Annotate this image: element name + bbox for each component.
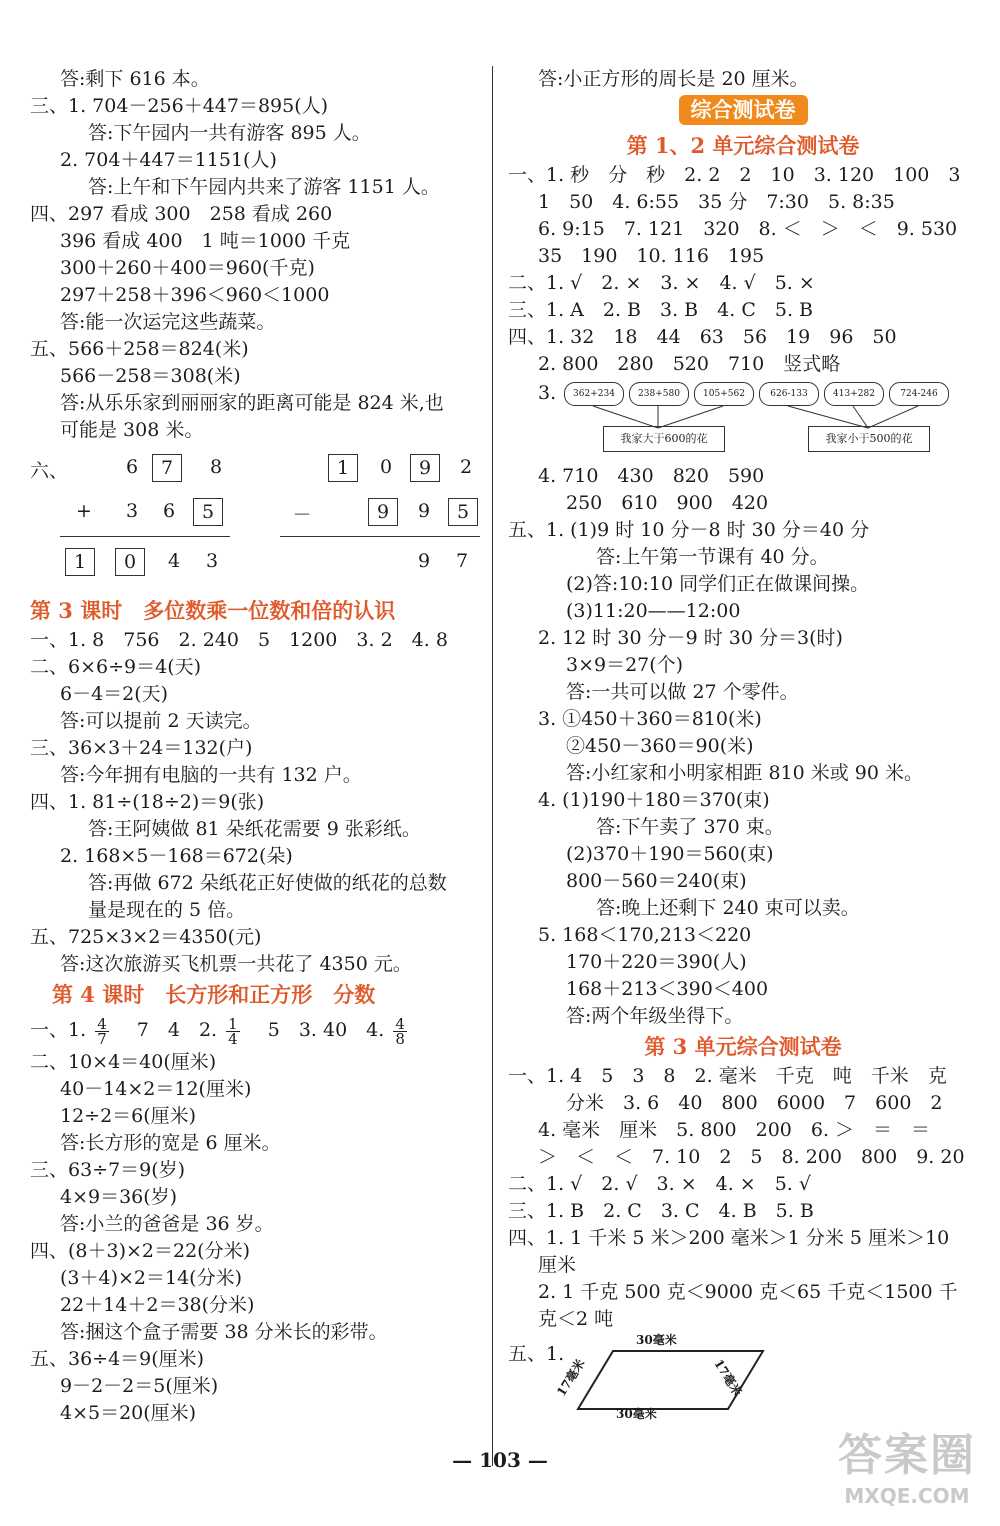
operator: +	[76, 500, 92, 522]
watermark	[832, 1428, 982, 1523]
text-line: 答:下午园内一共有游客 895 人。	[88, 122, 371, 144]
unit-heading: 第 3 单元综合测试卷	[644, 1034, 842, 1059]
text-line: 答:剩下 616 本。	[60, 68, 210, 90]
text-line: 250 610 900 420	[566, 492, 769, 514]
text-line: 答:两个年级坐得下。	[566, 1005, 744, 1027]
text-line: 三、36×3＋24＝132(户)	[30, 737, 253, 759]
expression-bubble: 362+234	[564, 382, 624, 406]
denominator: 7	[97, 1029, 107, 1048]
text-line: 6－4＝2(天)	[60, 683, 169, 705]
numerator: 4	[97, 1014, 107, 1033]
text-line: 2. 168×5－168＝672(朵)	[60, 845, 293, 867]
digit: 0	[379, 456, 393, 478]
bottom-side-label: 30毫米	[616, 1407, 657, 1421]
text-line: 答:小正方形的周长是 20 厘米。	[538, 68, 809, 90]
text-line: 5. 168＜170,213＜220	[538, 924, 752, 946]
digit: 3	[125, 500, 139, 522]
vertical-calculation	[30, 444, 485, 594]
text-line: 800－560＝240(束)	[566, 870, 747, 892]
text-line: 答:捆这个盒子需要 38 分米长的彩带。	[60, 1321, 388, 1343]
page-number: — 103 —	[452, 1448, 548, 1472]
fraction	[393, 1014, 407, 1048]
text-segment: 7 4 2.	[117, 1019, 218, 1041]
text-line: 答:今年拥有电脑的一共有 132 户。	[60, 764, 362, 786]
text-line: 2. 1 千克 500 克＜9000 克＜65 千克＜1500 千	[538, 1281, 958, 1303]
text-line: 2. 704＋447＝1151(人)	[60, 149, 277, 171]
item-label: 3.	[538, 382, 557, 404]
text-line: 一、1. 8 756 2. 240 5 1200 3. 2 4. 8	[30, 629, 448, 651]
digit: 9	[417, 500, 431, 522]
text-line: 可能是 308 米。	[60, 419, 204, 441]
watermark-url: MXQE.COM	[844, 1484, 970, 1508]
operator: －	[292, 504, 312, 526]
lesson-heading: 第 4 课时 长方形和正方形 分数	[52, 982, 376, 1007]
parallelogram-shape	[568, 1333, 828, 1423]
text-line: 三、63÷7＝9(岁)	[30, 1159, 186, 1181]
denominator: 4	[228, 1029, 238, 1048]
left-side-label: 17毫米	[554, 1356, 588, 1399]
expression-bubble: 724-246	[889, 382, 949, 406]
text-line: 297＋258＋396＜960＜1000	[60, 284, 330, 306]
expression-bubble: 626-133	[759, 382, 819, 406]
flower-label: 我家小于500的花	[808, 426, 930, 452]
digit-box: 1	[328, 454, 358, 482]
parallelogram-figure	[508, 1333, 978, 1423]
text-line: 答:晚上还剩下 240 束可以卖。	[596, 897, 860, 919]
text-line: (2)答:10:10 同学们正在做课间操。	[566, 573, 870, 595]
text-line: 566－258＝308(米)	[60, 365, 241, 387]
text-line: ②450－360＝90(米)	[566, 735, 754, 757]
watermark-logo: 答案圈	[838, 1430, 976, 1481]
sum-line	[60, 536, 230, 537]
digit: 9	[417, 550, 431, 572]
text-line: 答:一共可以做 27 个零件。	[566, 681, 799, 703]
text-segment: 5 3. 40 4.	[248, 1019, 385, 1041]
text-line: 4. (1)190＋180＝370(束)	[538, 789, 770, 811]
text-line: 答:可以提前 2 天读完。	[60, 710, 262, 732]
flower-label: 我家大于600的花	[603, 426, 725, 452]
lesson-heading: 第 3 课时 多位数乘一位数和倍的认识	[30, 598, 396, 623]
text-line: 答:王阿姨做 81 朵纸花需要 9 张彩纸。	[88, 818, 421, 840]
digit-box: 5	[448, 498, 478, 526]
text-line: 二、6×6÷9＝4(天)	[30, 656, 202, 678]
text-line: 答:上午第一节课有 40 分。	[596, 546, 829, 568]
text-line: 一、1. 秒 分 秒 2. 2 2 10 3. 120 100 3	[508, 164, 961, 186]
text-line: (2)370＋190＝560(束)	[566, 843, 774, 865]
text-line: 答:长方形的宽是 6 厘米。	[60, 1132, 281, 1154]
banner-label: 综合测试卷	[679, 95, 808, 125]
text-line: 四、(8＋3)×2＝22(分米)	[30, 1240, 251, 1262]
digit-box: 9	[410, 454, 440, 482]
text-line: 答:下午卖了 370 束。	[596, 816, 784, 838]
text-line: 396 看成 400 1 吨＝1000 千克	[60, 230, 351, 252]
text-line: 300＋260＋400＝960(千克)	[60, 257, 315, 279]
right-side-label: 17毫米	[711, 1356, 745, 1399]
text-line: 三、1. A 2. B 3. B 4. C 5. B	[508, 299, 813, 321]
text-line: 答:再做 672 朵纸花正好使做的纸花的总数	[88, 872, 447, 894]
numerator: 4	[395, 1014, 405, 1033]
text-line: 三、1. B 2. C 3. C 4. B 5. B	[508, 1200, 814, 1222]
digit: 4	[167, 550, 181, 572]
unit-heading: 第 1、2 单元综合测试卷	[626, 133, 860, 158]
text-line: 170＋220＝390(人)	[566, 951, 747, 973]
right-column	[508, 66, 978, 1423]
text-line: 答:能一次运完这些蔬菜。	[60, 311, 276, 333]
text-line: 3. ①450＋360＝810(米)	[538, 708, 762, 730]
text-line: 9－2－2＝5(厘米)	[60, 1375, 219, 1397]
digit: 2	[459, 456, 473, 478]
digit: 6	[162, 500, 176, 522]
difference-line	[280, 536, 480, 537]
expression-bubble: 105+562	[694, 382, 754, 406]
text-line: 三、1. 704－256＋447＝895(人)	[30, 95, 329, 117]
text-line: 厘米	[538, 1254, 577, 1276]
column-divider	[492, 66, 493, 1466]
text-line: (3)11:20——12:00	[566, 600, 741, 622]
digit: 7	[455, 550, 469, 572]
item-label: 五、1.	[508, 1343, 565, 1365]
text-line: 答:小红家和小明家相距 810 米或 90 米。	[566, 762, 924, 784]
digit-box: 0	[115, 548, 145, 576]
expression-bubble: 413+282	[824, 382, 884, 406]
text-line: 四、297 看成 300 258 看成 260	[30, 203, 333, 225]
denominator: 8	[395, 1029, 405, 1048]
text-line: (3＋4)×2＝14(分米)	[60, 1267, 243, 1289]
section-label: 六、	[30, 460, 69, 482]
text-line: 12÷2＝6(厘米)	[60, 1105, 197, 1127]
digit: 3	[205, 550, 219, 572]
text-line: 克＜2 吨	[538, 1308, 614, 1330]
text-line: ＞ ＜ ＜ 7. 10 2 5 8. 200 800 9. 20	[538, 1146, 965, 1168]
text-line: 二、1. √ 2. × 3. × 4. √ 5. ×	[508, 272, 815, 294]
text-line: 四、1. 1 千米 5 米＞200 毫米＞1 分米 5 厘米＞10	[508, 1227, 950, 1249]
section-banner	[508, 93, 978, 129]
text-segment: 一、1.	[30, 1019, 87, 1041]
digit-box: 1	[65, 548, 95, 576]
matching-diagram	[508, 378, 978, 463]
left-column	[30, 66, 485, 1427]
fraction-line	[30, 1011, 485, 1049]
fraction	[226, 1014, 240, 1048]
text-line: 4×9＝36(岁)	[60, 1186, 178, 1208]
text-line: 五、566＋258＝824(米)	[30, 338, 249, 360]
text-line: 答:这次旅游买飞机票一共花了 4350 元。	[60, 953, 412, 975]
digit-box: 5	[193, 498, 223, 526]
text-line: 四、1. 32 18 44 63 56 19 96 50	[508, 326, 897, 348]
text-line: 4. 毫米 厘米 5. 800 200 6. ＞ ＝ ＝	[538, 1119, 931, 1141]
text-line: 分米 3. 6 40 800 6000 7 600 2	[566, 1092, 943, 1114]
text-line: 2. 800 280 520 710 竖式略	[538, 353, 841, 375]
top-side-label: 30毫米	[636, 1333, 677, 1347]
text-line: 1 50 4. 6:55 35 分 7:30 5. 8:35	[538, 191, 895, 213]
text-line: 4×5＝20(厘米)	[60, 1402, 197, 1424]
digit-box: 7	[152, 454, 182, 482]
digit-box: 9	[368, 498, 398, 526]
numerator: 1	[228, 1014, 238, 1033]
text-line: 40－14×2＝12(厘米)	[60, 1078, 252, 1100]
text-line: 五、725×3×2＝4350(元)	[30, 926, 262, 948]
text-line: 一、1. 4 5 3 8 2. 毫米 千克 吨 千米 克	[508, 1065, 947, 1087]
text-line: 6. 9:15 7. 121 320 8. ＜ ＞ ＜ 9. 530	[538, 218, 958, 240]
fraction	[95, 1014, 109, 1048]
text-line: 3×9＝27(个)	[566, 654, 684, 676]
text-line: 4. 710 430 820 590	[538, 465, 765, 487]
text-line: 35 190 10. 116 195	[538, 245, 765, 267]
text-line: 答:从乐乐家到丽丽家的距离可能是 824 米,也	[60, 392, 444, 414]
text-line: 四、1. 81÷(18÷2)＝9(张)	[30, 791, 265, 813]
text-line: 答:小兰的爸爸是 36 岁。	[60, 1213, 274, 1235]
text-line: 168＋213＜390＜400	[566, 978, 769, 1000]
text-line: 22＋14＋2＝38(分米)	[60, 1294, 255, 1316]
text-line: 答:上午和下午园内共来了游客 1151 人。	[88, 176, 440, 198]
text-line: 二、1. √ 2. √ 3. × 4. × 5. √	[508, 1173, 811, 1195]
text-line: 五、36÷4＝9(厘米)	[30, 1348, 205, 1370]
text-line: 2. 12 时 30 分－9 时 30 分＝3(时)	[538, 627, 843, 649]
digit: 6	[125, 456, 139, 478]
text-line: 量是现在的 5 倍。	[88, 899, 246, 921]
text-line: 五、1. (1)9 时 10 分－8 时 30 分＝40 分	[508, 519, 870, 541]
text-line: 二、10×4＝40(厘米)	[30, 1051, 217, 1073]
digit: 8	[209, 456, 223, 478]
expression-bubble: 238+580	[629, 382, 689, 406]
